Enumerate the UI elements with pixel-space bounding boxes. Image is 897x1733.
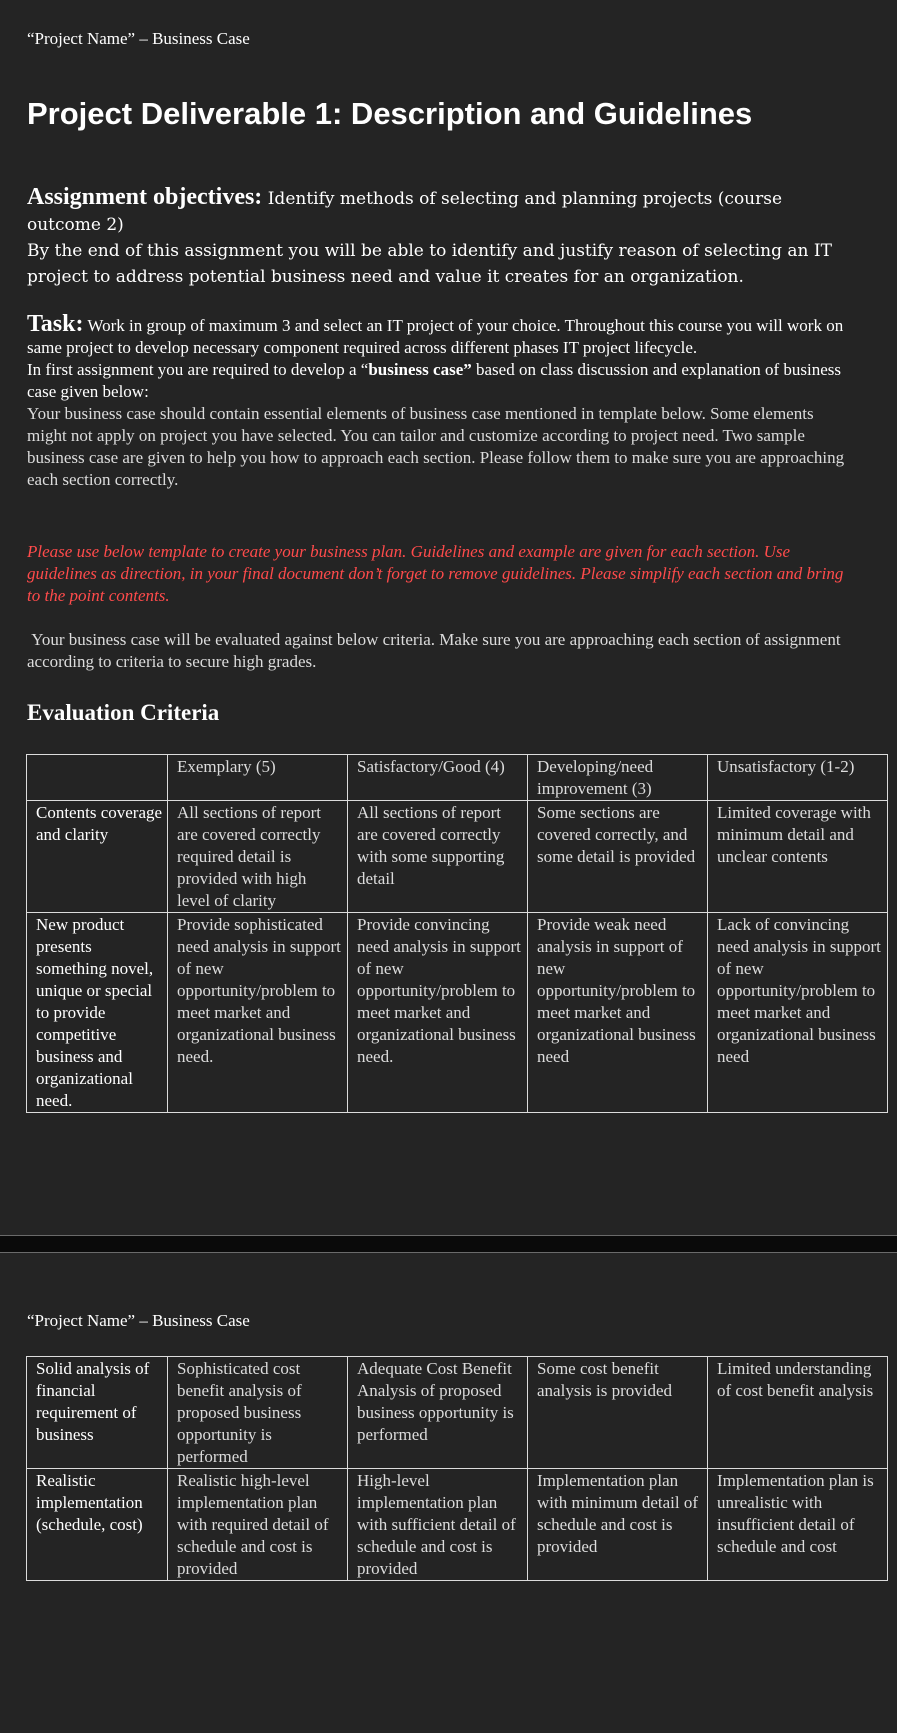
criterion-cell: New product presents something novel, unique or special to provide competitive business and organizational need.	[27, 913, 168, 1113]
task-text: Work in group of maximum 3 and select an IT project of your choice. Throughout this course you will work on same project to develop necessary component required across different phases IT project lifecycle.	[27, 316, 844, 357]
criterion-cell: Solid analysis of financial requirement of business	[27, 1357, 168, 1469]
table-cell: Sophisticated cost benefit analysis of proposed business opportunity is performed	[168, 1357, 348, 1469]
table-cell: All sections of report are covered correctly required detail is provided with high level of clarity	[168, 801, 348, 913]
task-line3: Your business case should contain essential elements of business case mentioned in template below. Some elements might not apply on project you have selected. You can tailor and customize according to project need. Two sample business case are given to help you how to approach each section. Please follow them to make sure you are approaching each section correctly.	[27, 404, 845, 489]
evaluation-note-text: Your business case will be evaluated against below criteria. Make sure you are approaching each section of assignment according to criteria to secure high grades.	[27, 630, 841, 671]
table-row	[27, 801, 888, 913]
task-section	[27, 313, 857, 491]
table-header-cell: Exemplary (5)	[168, 755, 348, 801]
template-guidelines-note: Please use below template to create your business plan. Guidelines and example are given for each section. Use guidelines as direction, in your final document don’t forget to remove guidelines. Please simplify each section and bring to the point contents.	[27, 542, 844, 605]
objectives-label: Assignment objectives:	[27, 184, 263, 210]
task-line2-post: based on class discussion and explanation of business case given below:	[27, 360, 841, 401]
table-header-row	[27, 755, 888, 801]
assignment-objectives	[27, 184, 847, 290]
table-cell: Limited coverage with minimum detail and unclear contents	[708, 801, 888, 913]
business-case-term: business case”	[368, 360, 472, 379]
table-cell: Provide weak need analysis in support of new opportunity/problem to meet market and organizational business need	[528, 913, 708, 1113]
evaluation-criteria-table-continued	[26, 1356, 888, 1581]
table-header-cell: Unsatisfactory (1-2)	[708, 755, 888, 801]
table-cell: Some sections are covered correctly, and some detail is provided	[528, 801, 708, 913]
deliverable-title: Project Deliverable 1: Description and Guidelines	[27, 96, 753, 131]
table-cell: All sections of report are covered correctly with some supporting detail	[348, 801, 528, 913]
evaluation-criteria-title: Evaluation Criteria	[27, 700, 220, 725]
criterion-cell: Contents coverage and clarity	[27, 801, 168, 913]
table-row	[27, 913, 888, 1113]
page-header: “Project Name” – Business Case	[27, 29, 250, 48]
table-row	[27, 1357, 888, 1469]
table-cell: Realistic high-level implementation plan with required detail of schedule and cost is provided	[168, 1469, 348, 1581]
table-header-cell	[27, 755, 168, 801]
table-cell: Implementation plan is unrealistic with insufficient detail of schedule and cost	[708, 1469, 888, 1581]
objectives-detail: By the end of this assignment you will be able to identify and justify reason of selecting an IT project to address potential business need and value it creates for an organization.	[27, 241, 832, 287]
table-cell: Provide sophisticated need analysis in support of new opportunity/problem to meet market and organizational business need.	[168, 913, 348, 1113]
task-label: Task:	[27, 311, 84, 337]
table-cell: Provide convincing need analysis in support of new opportunity/problem to meet market and organizational business need.	[348, 913, 528, 1113]
page-break	[0, 1235, 897, 1253]
evaluation-note	[27, 629, 857, 673]
page-header: “Project Name” – Business Case	[27, 1311, 250, 1330]
table-cell: Limited understanding of cost benefit analysis	[708, 1357, 888, 1469]
table-cell: High-level implementation plan with sufficient detail of schedule and cost is provided	[348, 1469, 528, 1581]
criterion-cell: Realistic implementation (schedule, cost)	[27, 1469, 168, 1581]
table-cell: Implementation plan with minimum detail of schedule and cost is provided	[528, 1469, 708, 1581]
table-cell: Lack of convincing need analysis in support of new opportunity/problem to meet market and organizational business need	[708, 913, 888, 1113]
table-row	[27, 1469, 888, 1581]
task-line2-pre: In first assignment you are required to develop a “	[27, 360, 369, 379]
table-header-cell: Developing/need improvement (3)	[528, 755, 708, 801]
table-header-cell: Satisfactory/Good (4)	[348, 755, 528, 801]
table-cell: Adequate Cost Benefit Analysis of proposed business opportunity is performed	[348, 1357, 528, 1469]
table-cell: Some cost benefit analysis is provided	[528, 1357, 708, 1469]
evaluation-criteria-table	[26, 754, 888, 1113]
objectives-text: Identify methods of selecting and planning projects (course outcome 2)	[27, 189, 783, 235]
